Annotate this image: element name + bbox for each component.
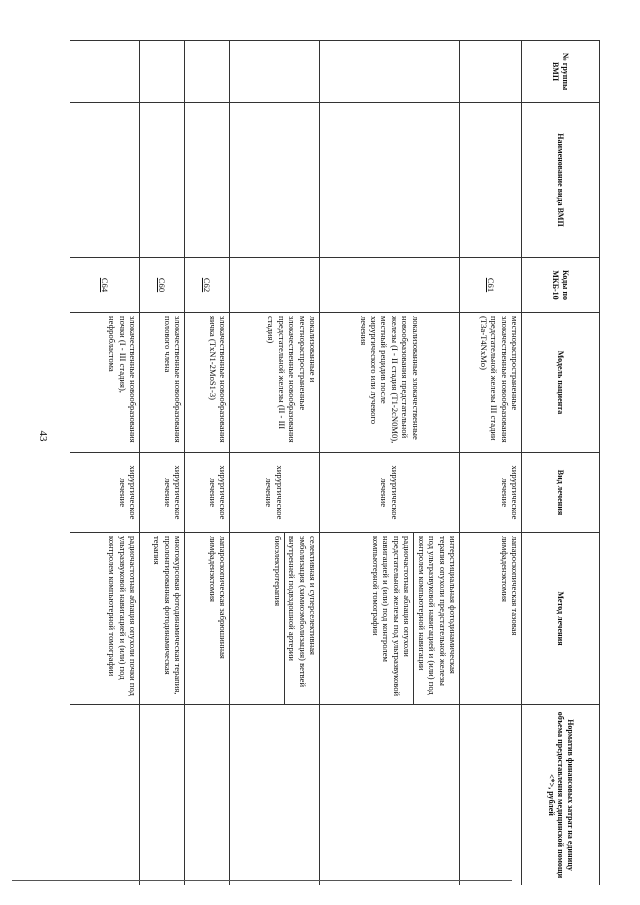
- table-row: [460, 41, 522, 886]
- cell-group-no: [230, 41, 320, 103]
- method-text: биоэлектротерапия: [272, 533, 284, 704]
- method-text: радиочастотная аблация опухоли почки под ультразвуковой навигацией и (или) под контролем компьютерной томографии: [107, 536, 138, 696]
- cell-model: злокачественные новообразования почки (I - III стадия), нефробластома: [70, 313, 140, 453]
- cell-type: хирургическое лечение: [460, 453, 522, 533]
- cell-type: хирургическое лечение: [140, 453, 185, 533]
- cell-group-no: [320, 41, 460, 103]
- cell-name: [70, 103, 140, 258]
- cell-name: [460, 103, 522, 258]
- cell-group-no: [460, 41, 522, 103]
- cell-type: хирургическое лечение: [230, 453, 320, 533]
- cell-type: хирургическое лечение: [185, 453, 230, 533]
- table-row: [70, 41, 140, 886]
- cell-code: C62: [185, 258, 230, 313]
- table-row: [140, 41, 185, 886]
- cell-method: [70, 533, 140, 705]
- cell-method: [320, 533, 460, 705]
- method-text: селективная и суперселективная эмболизация (химиоэмболизация) ветвей внутренней подвздошной артерии: [287, 536, 318, 688]
- cell-method: [460, 533, 522, 705]
- cell-model: локализованные и местнораспространенные злокачественные новообразования предстательной железы (II - III стадия): [230, 313, 320, 453]
- vmp-table: [70, 40, 600, 885]
- method-text: интерстициальная фотодинамическая терапия опухоли предстательной железы под ультразвуковой навигацией и (или) под контролем компьютерной навигации: [416, 536, 458, 695]
- cell-method: [185, 533, 230, 705]
- cell-code: C64: [70, 258, 140, 313]
- cell-cost: [185, 705, 230, 886]
- rotated-page-area: [70, 40, 600, 885]
- method-text: многокурсовая фотодинамическая терапия, пролонгированная фотодинамическая терапия: [152, 536, 183, 695]
- header-name: Наименование вида ВМП: [522, 103, 600, 258]
- method-text: радиочастотная аблация опухоли предстательной железы под ультразвуковой навигацией и (или) под контролем компьютерной томографии: [370, 533, 414, 704]
- cell-group-no: [140, 41, 185, 103]
- cell-cost: [230, 705, 320, 886]
- cell-method: [140, 533, 185, 705]
- header-treatment-method: Метод лечения: [522, 533, 600, 705]
- cell-model: местнораспространенные злокачественные новообразования предстательной железы III стадии (T3a-T4NxMo): [460, 313, 522, 453]
- cell-name: [140, 103, 185, 258]
- header-icd-codes: Коды по МКБ-10: [522, 258, 600, 313]
- cell-cost: [460, 705, 522, 886]
- header-norm-cost: Норматив финансовых затрат на единицу объема предоставления медицинской помощи <*>, рублей: [522, 705, 600, 886]
- bottom-divider: [12, 880, 512, 881]
- cell-code: [320, 258, 460, 313]
- method-text: лапароскопическая забрюшинная лимфаденэктомия: [207, 536, 228, 659]
- table-row: [230, 41, 320, 886]
- cell-group-no: [185, 41, 230, 103]
- cell-code: [230, 258, 320, 313]
- cell-model: злокачественные новообразования полового члена: [140, 313, 185, 453]
- cell-cost: [70, 705, 140, 886]
- header-treatment-type: Вид лечения: [522, 453, 600, 533]
- method-text: лапароскопическая тазовая лимфаденэктомия: [499, 536, 520, 636]
- page-number: 43: [37, 430, 49, 442]
- table-row: [320, 41, 460, 886]
- cell-group-no: [70, 41, 140, 103]
- header-patient-model: Модель пациента: [522, 313, 600, 453]
- cell-model: локализованные злокачественные новообразования предстательной железы (I - II стадия (T1-2cN0M0), местный рецидив после хирургического или лучевого лечения: [320, 313, 460, 453]
- cell-type: хирургическое лечение: [320, 453, 460, 533]
- cell-model: злокачественные новообразования яичка (TxN1-2MoS1-3): [185, 313, 230, 453]
- cell-cost: [140, 705, 185, 886]
- cell-name: [320, 103, 460, 258]
- table-row: [185, 41, 230, 886]
- cell-method: [230, 533, 320, 705]
- cell-type: хирургическое лечение: [70, 453, 140, 533]
- cell-name: [230, 103, 320, 258]
- table-rotation-wrapper: [70, 40, 600, 885]
- cell-code: C60: [140, 258, 185, 313]
- cell-code: C61: [460, 258, 522, 313]
- cell-name: [185, 103, 230, 258]
- table-header-row: [522, 41, 600, 886]
- header-group-no: № группы ВМП: [522, 41, 600, 103]
- cell-cost: [320, 705, 460, 886]
